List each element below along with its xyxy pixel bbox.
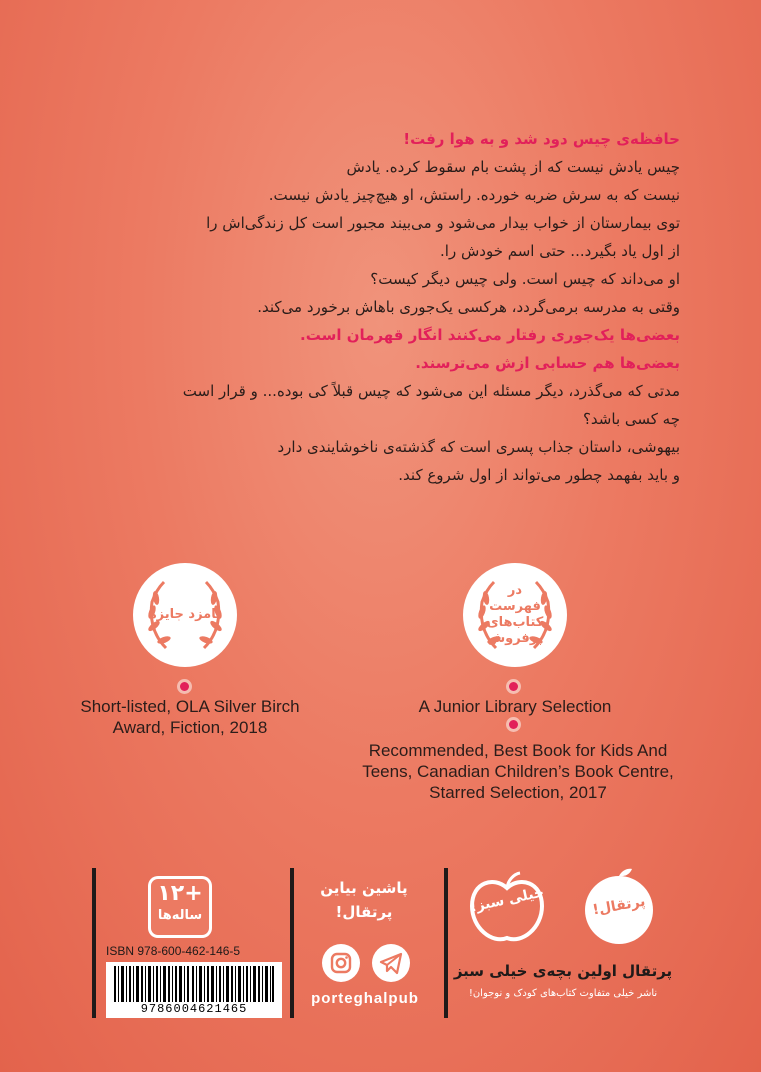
blurb-line: چه کسی باشد؟ [582,410,680,428]
award-recommended-text: Recommended, Best Book for Kids And Teens, Canadian Children’s Book Centre, Starred Selection, 2017 [362,741,674,802]
isbn: ISBN 978-600-462-146-5 [106,944,241,958]
blurb-line: نیست که به سرش ضربه خورده. راستش، او هیچ‌چیز یادش نیست. [268,186,680,204]
blurb-headline: حافظه‌ی چیس دود شد و به هوا رفت! [403,130,680,148]
barcode [106,962,282,1018]
blurb-line: او می‌داند که چیس است. ولی چیس دیگر کیست؟ [370,270,680,288]
badge-label: در فهرست کتاب‌های پرفروش [486,583,544,646]
badge-label: نامزد جایزه [149,607,221,622]
blurb-line: وقتی به مدرسه برمی‌گردد، هرکسی یک‌جوری باهاش برخورد می‌کند. [257,298,680,316]
blurb-highlight: بعضی‌ها هم حسابی ازش می‌ترسند. [415,354,680,372]
social-handle[interactable]: porteghalpub [311,990,419,1007]
bullet-dot [509,720,518,729]
publisher-tagline: پرتقال اولین بچه‌ی خیلی سبز [453,962,673,980]
blurb-line: مدتی که می‌گذرد، دیگر مسئله این می‌شود که چیس قبلاً کی بوده... و قرار است [182,382,680,400]
age-badge [148,876,212,938]
blurb-highlight: بعضی‌ها یک‌جوری رفتار می‌کنند انگار قهرمان است. [300,326,680,344]
age-label: ساله‌ها [157,908,203,923]
award-nominee-badge [126,556,244,674]
publisher-subtagline: ناشر خیلی متفاوت کتاب‌های کودک و نوجوان! [468,988,658,999]
blurb-line: از اول یاد بگیرد... حتی اسم خودش را. [440,242,680,260]
blurb-line: چیس یادش نیست که از پشت بام سقوط کرده. یادش [346,158,680,176]
bullet-dot [509,682,518,691]
blurb-line: و باید بفهمد چطور می‌تواند از اول شروع کند. [398,466,680,484]
khili-sabz-logo [464,870,550,948]
age-number: +۱۲ [157,881,203,906]
divider [444,868,448,1018]
telegram-icon[interactable] [372,944,410,982]
invite-line: پرتقال! [335,903,393,921]
logo-porteghal-text: پرتقال! [591,893,647,919]
award-junior-library-text: A Junior Library Selection [418,697,612,716]
barcode-digits: 9786004621465 [140,1002,248,1016]
invite-text [304,876,424,924]
divider [290,868,294,1018]
divider [92,868,96,1018]
blurb [80,125,680,489]
instagram-icon[interactable] [322,944,360,982]
invite-line: پاشین بیاین [320,879,408,897]
blurb-line: توی بیمارستان از خواب بیدار می‌شود و می‌بیند مجبور است کل زندگی‌اش را [206,214,680,232]
porteghal-logo [578,866,660,948]
award-shortlist-text: Short-listed, OLA Silver Birch Award, Fiction, 2018 [80,697,300,737]
bestseller-list-badge [456,556,574,674]
bullet-dot [180,682,189,691]
blurb-line: بیهوشی، داستان جذاب پسری است که گذشته‌ی ناخوشایندی دارد [277,438,680,456]
logo-khili-text: خیلی سبز! [468,884,546,916]
barcode-bars-icon [114,966,274,1002]
